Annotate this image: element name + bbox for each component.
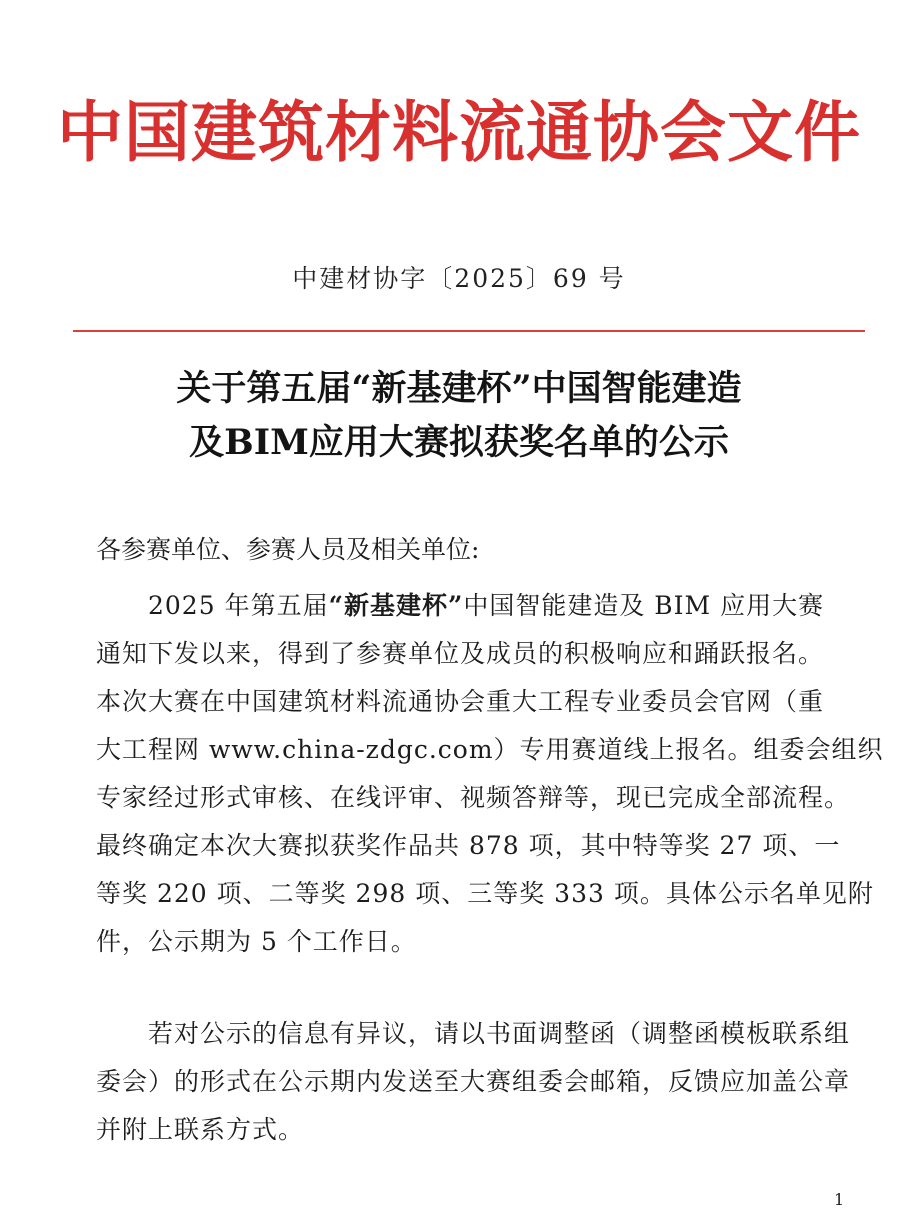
paragraph-line: 等奖 220 项、二等奖 298 项、三等奖 333 项。具体公示名单见附 [96,879,874,908]
document-number: 中建材协字〔2025〕69 号 [292,264,626,293]
paragraph-line [96,582,856,630]
notice-title-line-1: 关于第五届“新基建杯”中国智能建造 [176,368,742,409]
paragraph-line: 专家经过形式审核、在线评审、视频答辩等，现已完成全部流程。 [96,783,851,812]
page-number: 1 [834,1190,845,1209]
notice-title [0,362,918,470]
text-segment: 2025 年第五届 [148,591,329,620]
red-divider-line [73,330,865,332]
paragraph-line: 通知下发以来，得到了参赛单位及成员的积极响应和踊跃报名。 [96,639,825,668]
body-paragraph-1 [96,582,884,966]
paragraph-line: 并附上联系方式。 [96,1115,305,1144]
document-header-title: 中国建筑材料流通协会文件 [57,94,861,171]
notice-title-line-2: 及BIM应用大赛拟获奖名单的公示 [189,422,729,463]
competition-name-emphasis: “新基建杯” [328,591,464,620]
paragraph-line: 委会）的形式在公示期内发送至大赛组委会邮箱，反馈应加盖公章 [96,1067,851,1096]
text-segment: 中国智能建造及 BIM 应用大赛 [463,591,825,620]
paragraph-line: 大工程网 www.china-zdgc.com）专用赛道线上报名。组委会组织 [96,735,884,764]
paragraph-line: 本次大赛在中国建筑材料流通协会重大工程专业委员会官网（重 [96,687,825,716]
salutation: 各参赛单位、参赛人员及相关单位: [96,535,480,564]
paragraph-line: 件，公示期为 5 个工作日。 [96,927,417,956]
paragraph-line: 若对公示的信息有异议，请以书面调整函（调整函模板联系组 [148,1019,851,1048]
paragraph-line: 最终确定本次大赛拟获奖作品共 878 项，其中特等奖 27 项、一 [96,831,841,860]
body-paragraph-2 [96,1010,856,1154]
